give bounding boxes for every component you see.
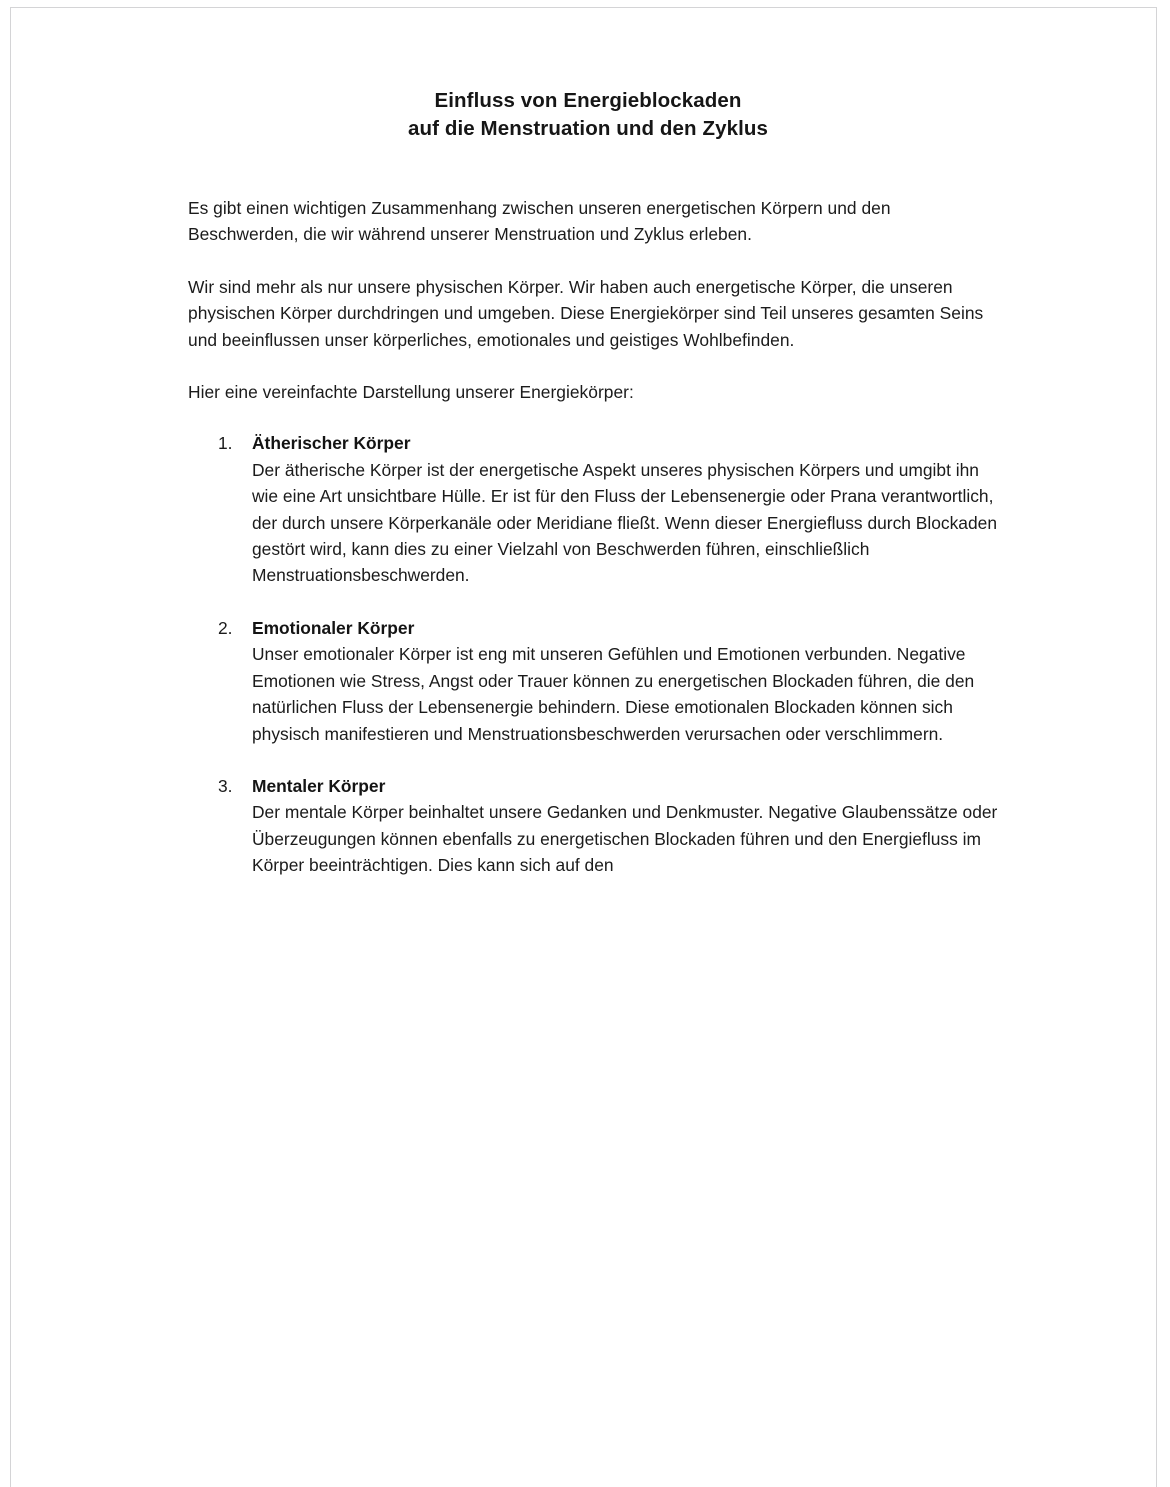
list-item [177, 615, 999, 747]
list-item-text: Unser emotionaler Körper ist eng mit unseren Gefühlen und Emotionen verbunden. Negative Emotionen wie Stress, Angst oder Trauer können zu energetischen Blockaden führen, die den natürlichen Fluss der Lebensenergie behindern. Diese emotionalen Blockaden können sich physisch manifestieren und Menstruationsbeschwerden verursachen oder verschlimmern. [252, 644, 975, 744]
list-item-heading: Ätherischer Körper [252, 433, 411, 454]
paragraph-1: Es gibt einen wichtigen Zusammenhang zwischen unseren energetischen Körpern und den Beschwerden, die wir während unserer Menstruation und Zyklus erleben. [188, 198, 891, 245]
page-title-line-2: auf die Menstruation und den Zyklus [408, 117, 768, 140]
list-item-heading: Emotionaler Körper [252, 617, 415, 638]
list-item [177, 430, 999, 588]
list-item-marker: 1. [218, 433, 233, 454]
list-item-text: Der ätherische Körper ist der energetische Aspekt unseres physischen Körpers und umgibt ihn wie eine Art unsichtbare Hülle. Er ist für den Fluss der Lebensenergie oder Prana verantwortlich, der durch unsere Körperkanäle oder Meridiane fließt. Wenn dieser Energiefluss durch Blockaden gestört wird, kann dies zu einer Vielzahl von Beschwerden führen, einschließlich Menstruationsbeschwerden. [252, 459, 997, 586]
list-item-marker: 2. [218, 617, 233, 638]
page-title [177, 8, 999, 143]
list-item-text: Der mentale Körper beinhaltet unsere Gedanken und Denkmuster. Negative Glaubenssätze oder Überzeugungen können ebenfalls zu energetischen Blockaden führen und den Energiefluss im Körper beeinträchtigen. Dies kann sich auf den [252, 802, 998, 876]
list-item-marker: 3. [218, 775, 233, 796]
energy-bodies-list [177, 405, 999, 878]
list-item [177, 773, 999, 879]
paragraph-3: Hier eine vereinfachte Darstellung unserer Energiekörper: [188, 382, 634, 403]
paragraph-2: Wir sind mehr als nur unsere physischen Körper. Wir haben auch energetische Körper, die unseren physischen Körper durchdringen und umgeben. Diese Energiekörper sind Teil unseres gesamten Seins und beeinflussen unser körperliches, emotionales und geistiges Wohlbefinden. [188, 276, 984, 350]
document-content [177, 8, 999, 879]
document-page [10, 7, 1157, 1487]
page-title-line-1: Einfluss von Energieblockaden [434, 89, 742, 112]
list-item-heading: Mentaler Körper [252, 775, 386, 796]
